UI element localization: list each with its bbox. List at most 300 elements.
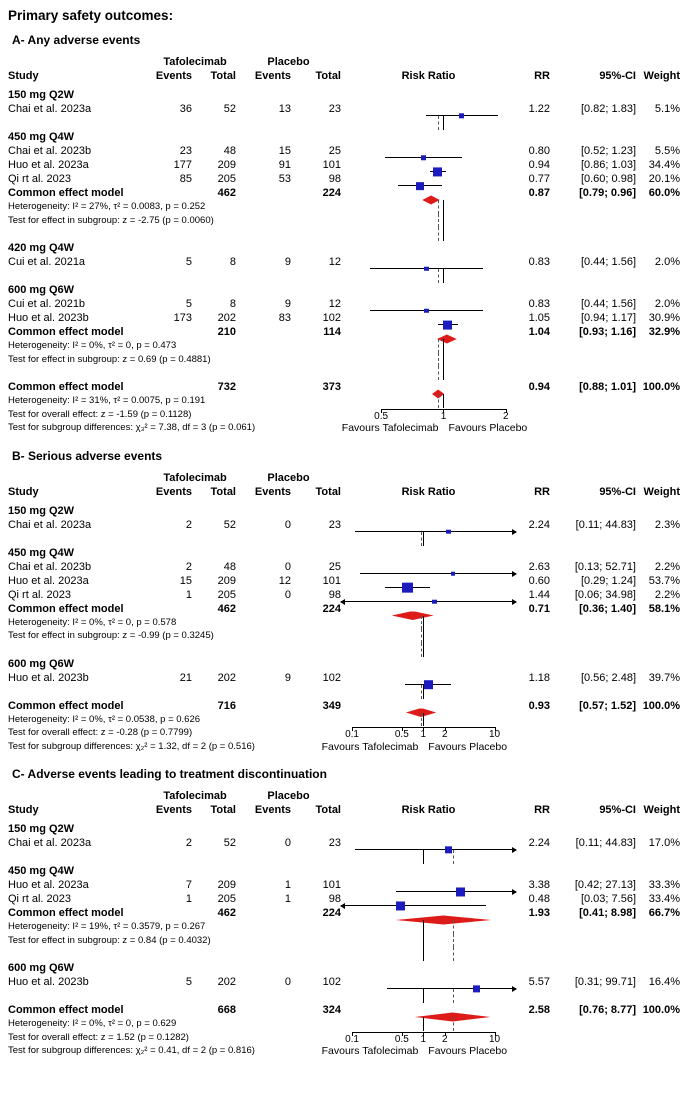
spacer-row [8,685,680,699]
plot-cell [341,532,516,546]
tafolecimab-total [192,88,236,102]
risk-ratio-column-header: Risk Ratio [401,485,456,498]
tafolecimab-events [154,822,192,836]
study-name: Huo et al. 2023b [8,671,89,684]
subgroup-label: 600 mg Q6W [8,657,75,670]
spacer-row [8,532,680,546]
placebo-total: 25 [328,560,341,573]
spacer-cell [8,643,154,657]
study-name: Chai et al. 2023b [8,145,92,157]
reference-line [423,850,424,864]
spacer-cell [8,532,154,546]
study-column-header: Study [8,70,39,82]
reference-line [443,200,444,214]
note-row [8,1044,680,1058]
effect-size-square [396,901,405,910]
placebo-total: 101 [322,574,341,587]
statistics-note: Test for effect in subgroup: z = 0.84 (p = 0.4032) [8,934,211,946]
rr-value [516,241,550,255]
study-name: Chai et al. 2023a [8,103,92,115]
plot-cell [341,989,516,1003]
placebo-total [291,546,341,560]
weight-value: 53.7% [648,574,680,587]
favours-right-label: Favours Placebo [448,422,528,434]
weight-value: 2.2% [654,588,680,601]
ci-value: [0.44; 1.56] [580,298,636,310]
overall-effect-line [453,989,454,1003]
study-row [8,297,680,311]
rr-value: 2.24 [528,837,550,849]
subgroup-label: 600 mg Q6W [8,284,75,296]
plot-cell [341,629,516,643]
tafolecimab-total: 48 [223,560,236,573]
placebo-total: 101 [322,879,341,891]
reference-line [443,339,444,353]
placebo-events [236,241,291,255]
summary-row [8,1003,680,1017]
ci-clip-arrow-left [340,903,345,909]
group-header-row [8,471,680,485]
placebo-total: 324 [322,1004,341,1016]
x-axis-tick-label: 0.5 [374,410,389,422]
tafolecimab-events [154,504,192,518]
study-row [8,102,680,116]
placebo-events [236,186,291,200]
subgroup-header-row [8,657,680,671]
plot-cell [341,1017,516,1031]
summary-row [8,325,680,339]
weight-value [636,961,680,975]
total-column-header: Total [315,804,341,816]
confidence-interval-line [360,573,516,574]
placebo-total: 98 [328,173,341,185]
panel-title: C- Adverse events leading to treatment discontinuation [12,767,327,781]
rr-value: 0.80 [528,145,550,157]
rr-value: 0.48 [528,893,550,905]
overall-effect-line [438,366,439,380]
rr-value: 0.60 [528,574,550,587]
total-column-header: Total [210,70,236,82]
plot-cell [341,116,516,130]
overall-effect-line [453,850,454,864]
placebo-total: 23 [328,103,341,115]
ci-clip-arrow-right [512,571,517,577]
plot-cell [341,269,516,283]
note-row [8,934,680,948]
reference-line [423,934,424,948]
placebo-events: 0 [284,976,291,988]
weight-value: 100.0% [642,1004,680,1016]
ci-column-header: 95%-CI [599,804,636,816]
summary-label: Common effect model [8,381,124,393]
plot-cell [341,394,516,408]
overall-effect-line [438,214,439,228]
x-axis-tick-label: 1 [420,1033,427,1045]
x-axis-tick-label: 2 [441,1033,448,1045]
reference-line [423,616,424,630]
plot-cell [341,920,516,934]
ci-value: [0.76; 8.77] [579,1004,636,1016]
study-row [8,560,680,574]
tafolecimab-total: 209 [217,879,236,891]
subgroup-label: 450 mg Q4W [8,546,75,559]
ci-value: [0.36; 1.40] [579,602,636,615]
placebo-total: 373 [322,381,341,393]
note-row [8,713,680,727]
tafolecimab-events [154,186,192,200]
ci-value: [0.42; 27.13] [574,879,636,891]
tafolecimab-events [154,1003,192,1017]
subgroup-header-row [8,822,680,836]
reference-line [423,920,424,934]
tafolecimab-total: 210 [217,326,236,338]
ci-value: [0.79; 0.96] [579,187,636,199]
placebo-total: 102 [322,312,341,324]
ci-value [550,822,636,836]
reference-line [423,1017,424,1031]
ci-value [550,546,636,560]
weight-value: 16.4% [648,976,680,988]
study-column-header: Study [8,804,39,816]
study-row [8,878,680,892]
rr-value: 0.83 [528,256,550,268]
x-axis-tick-label: 0.1 [345,1033,359,1045]
reference-line [423,989,424,1003]
placebo-total [291,504,341,518]
study-row [8,255,680,269]
spacer-cell [8,850,154,864]
spacer-row [8,850,680,864]
placebo-events: 0 [284,837,291,849]
tafolecimab-total [192,130,236,144]
tafolecimab-events: 177 [173,159,192,171]
tafolecimab-total: 716 [217,699,236,712]
placebo-events: 9 [284,671,291,684]
x-axis-tick-label: 2 [441,729,448,740]
ci-value: [0.82; 1.83] [580,103,636,115]
subgroup-label: 150 mg Q2W [8,504,75,517]
plot-cell [321,740,516,754]
ci-column-header: 95%-CI [599,485,636,498]
spacer-row [8,947,680,961]
reference-line [423,643,424,657]
plot-cell [341,934,516,948]
x-axis-tick-label: 10 [488,729,501,740]
favours-left-label: Favours Tafolecimab [341,422,439,434]
spacer-row [8,366,680,380]
overall-effect-line [438,269,439,283]
favours-right-label: Favours Placebo [428,740,508,753]
weight-value [636,130,680,144]
rr-value: 5.57 [528,976,550,988]
study-row [8,311,680,325]
placebo-events: 0 [284,588,291,601]
tafolecimab-total [192,864,236,878]
ci-value: [0.94; 1.17] [580,312,636,324]
statistics-note: Test for effect in subgroup: z = -0.99 (p = 0.3245) [8,630,214,641]
effect-size-square [402,582,413,593]
placebo-events: 9 [284,298,291,310]
rr-value: 1.93 [528,907,550,919]
effect-size-square [424,309,428,313]
ci-value: [0.86; 1.03] [580,159,636,171]
risk-ratio-column-header: Risk Ratio [401,70,456,82]
overall-effect-line [453,920,454,934]
overall-effect-line [421,629,422,643]
tafolecimab-events: 36 [179,103,192,115]
effect-size-square [416,182,424,190]
column-header-row [8,69,680,83]
tafolecimab-events: 23 [179,145,192,157]
tafolecimab-events [154,546,192,560]
reference-line [423,685,424,699]
rr-value [516,546,550,560]
note-row [8,214,680,228]
study-row [8,588,680,602]
subgroup-header-row [8,504,680,518]
study-row [8,975,680,989]
ci-value [550,88,636,102]
weight-value: 2.0% [654,298,680,310]
placebo-total [291,241,341,255]
placebo-events: 12 [278,574,291,587]
favours-left-label: Favours Tafolecimab [321,740,419,753]
overall-effect-line [421,616,422,630]
plot-cell [341,616,516,630]
overall-effect-line [453,947,454,961]
ci-value: [0.88; 1.01] [579,381,636,393]
tafolecimab-total: 732 [217,381,236,393]
spacer-row [8,227,680,241]
ci-value: [0.60; 0.98] [580,173,636,185]
weight-value [636,822,680,836]
rr-value [516,283,550,297]
note-row [8,1017,680,1031]
weight-value: 17.0% [648,837,680,849]
favours-right-label: Favours Placebo [428,1045,508,1057]
note-row [8,353,680,367]
overall-effect-line [453,934,454,948]
tafolecimab-total: 202 [217,312,236,324]
note-row [8,421,680,435]
study-name: Huo et al. 2023b [8,312,89,324]
study-name: Qi rt al. 2023 [8,588,71,601]
rr-value: 0.93 [528,699,550,712]
statistics-note: Heterogeneity: I² = 31%, τ² = 0.0075, p = 0.191 [8,395,206,406]
tafolecimab-group-header: Tafolecimab [163,471,227,484]
placebo-total: 224 [322,907,341,919]
subgroup-header-row [8,130,680,144]
panel-title: A- Any adverse events [12,33,141,47]
placebo-events: 15 [278,145,291,157]
placebo-total [291,283,341,297]
ci-clip-arrow-right [512,599,517,605]
ci-value: [0.13; 52.71] [574,560,636,573]
tafolecimab-events: 173 [173,312,192,324]
rr-column-header: RR [534,804,550,816]
weight-value [636,657,680,671]
summary-label: Common effect model [8,1004,124,1016]
placebo-events: 13 [278,103,291,115]
placebo-total: 114 [323,326,341,338]
tafolecimab-events [154,130,192,144]
placebo-events [236,130,291,144]
ci-column-header: 95%-CI [599,70,636,82]
weight-value: 100.0% [642,381,680,393]
subgroup-header-row [8,283,680,297]
x-axis-tick-label: 1 [420,729,427,740]
study-name: Cui et al. 2021a [8,256,86,268]
study-name: Chai et al. 2023a [8,518,92,531]
x-axis-tick-label: 0.1 [345,729,359,740]
rr-value [516,88,550,102]
summary-label: Common effect model [8,326,124,338]
statistics-note: Heterogeneity: I² = 27%, τ² = 0.0083, p = 0.252 [8,201,206,212]
weight-value: 33.4% [648,893,680,905]
tafolecimab-events: 7 [185,879,192,891]
weight-value: 5.5% [654,145,680,157]
total-column-header: Total [315,485,341,498]
placebo-total: 98 [328,893,341,905]
tafolecimab-total [192,546,236,560]
note-row [8,339,680,353]
placebo-total [291,822,341,836]
overall-effect-line [438,227,439,241]
weight-value: 2.0% [654,256,680,268]
effect-size-square [456,887,465,896]
plot-cell [341,353,516,367]
study-name: Huo et al. 2023a [8,879,89,891]
figure-title: Primary safety outcomes: [8,8,174,23]
ci-value: [0.11; 44.83] [575,837,636,849]
study-row [8,158,680,172]
reference-line [423,713,424,727]
weight-value: 20.1% [648,173,680,185]
weight-value: 32.9% [648,326,680,338]
tafolecimab-group-header: Tafolecimab [163,790,227,802]
statistics-note: Test for overall effect: z = 1.52 (p = 0.1282) [8,1031,189,1043]
plot-cell [341,685,516,699]
weight-value [636,546,680,560]
placebo-group-header: Placebo [267,56,310,68]
overall-effect-line [421,643,422,657]
study-row [8,172,680,186]
subgroup-label: 150 mg Q2W [8,823,75,835]
weight-value [636,241,680,255]
study-row [8,574,680,588]
reference-line [423,947,424,961]
x-axis-tick-label: 10 [488,1033,501,1045]
study-name: Qi rt al. 2023 [8,893,71,905]
note-row [8,200,680,214]
confidence-interval-line [341,905,486,906]
ci-value [550,504,636,518]
plot-cell [341,366,516,380]
placebo-events [236,822,291,836]
tafolecimab-total: 52 [223,518,236,531]
forest-panels [8,33,680,1058]
tafolecimab-total: 8 [229,256,236,268]
statistics-note: Heterogeneity: I² = 0%, τ² = 0, p = 0.629 [8,1018,177,1029]
statistics-note: Heterogeneity: I² = 0%, τ² = 0, p = 0.473 [8,340,177,351]
tafolecimab-events: 2 [185,518,192,531]
tafolecimab-events: 2 [185,560,192,573]
placebo-events [236,961,291,975]
overall-effect-line [438,353,439,367]
rr-value: 0.94 [528,159,550,171]
placebo-events: 91 [278,159,291,171]
placebo-events [236,864,291,878]
tafolecimab-total: 202 [217,976,236,988]
tafolecimab-total: 209 [217,159,236,171]
note-row [8,920,680,934]
weight-value: 30.9% [648,312,680,324]
events-column-header: Events [155,804,192,816]
reference-line [443,366,444,380]
reference-line [443,353,444,367]
events-column-header: Events [254,70,291,82]
placebo-events: 0 [284,560,291,573]
rr-value: 1.04 [528,326,550,338]
tafolecimab-events: 21 [179,671,192,684]
plot-cell [341,850,516,864]
summary-row [8,186,680,200]
ci-value: [0.93; 1.16] [579,326,636,338]
weight-value: 39.7% [648,671,680,684]
ci-value: [0.56; 2.48] [580,671,636,684]
rr-value: 2.24 [528,518,550,531]
tafolecimab-total: 462 [217,187,236,199]
weight-value: 34.4% [648,159,680,171]
spacer-row [8,643,680,657]
subgroup-label: 150 mg Q2W [8,89,75,101]
note-row [8,726,680,740]
weight-value [636,504,680,518]
summary-row [8,380,680,394]
statistics-note: Heterogeneity: I² = 0%, τ² = 0.0538, p = 0.626 [8,713,201,725]
rr-value [516,961,550,975]
events-column-header: Events [155,485,192,498]
tafolecimab-total: 462 [217,907,236,919]
reference-line [443,227,444,241]
tafolecimab-events: 1 [185,893,192,905]
reference-line [443,269,444,283]
plot-cell [341,643,516,657]
statistics-note: Test for effect in subgroup: z = -2.75 (p = 0.0060) [8,214,214,226]
reference-line [423,629,424,643]
statistics-note: Test for subgroup differences: χ₂² = 0.41, df = 2 (p = 0.816) [8,1045,255,1056]
spacer-row [8,989,680,1003]
placebo-total [291,961,341,975]
placebo-total: 101 [322,159,341,171]
note-row [8,629,680,643]
weight-column-header: Weight [643,70,680,82]
placebo-group-header: Placebo [267,790,310,802]
note-row [8,408,680,422]
placebo-events: 0 [284,518,291,531]
study-name: Huo et al. 2023b [8,976,89,988]
ci-value [550,241,636,255]
placebo-total: 224 [322,187,341,199]
panel-body [8,471,680,754]
x-axis-tick-label: 0.5 [394,1033,409,1045]
placebo-events [236,546,291,560]
overall-effect-line [438,200,439,214]
rr-value: 0.71 [528,602,550,615]
events-column-header: Events [155,70,192,82]
overall-effect-line [438,116,439,130]
panel-body [8,55,680,435]
